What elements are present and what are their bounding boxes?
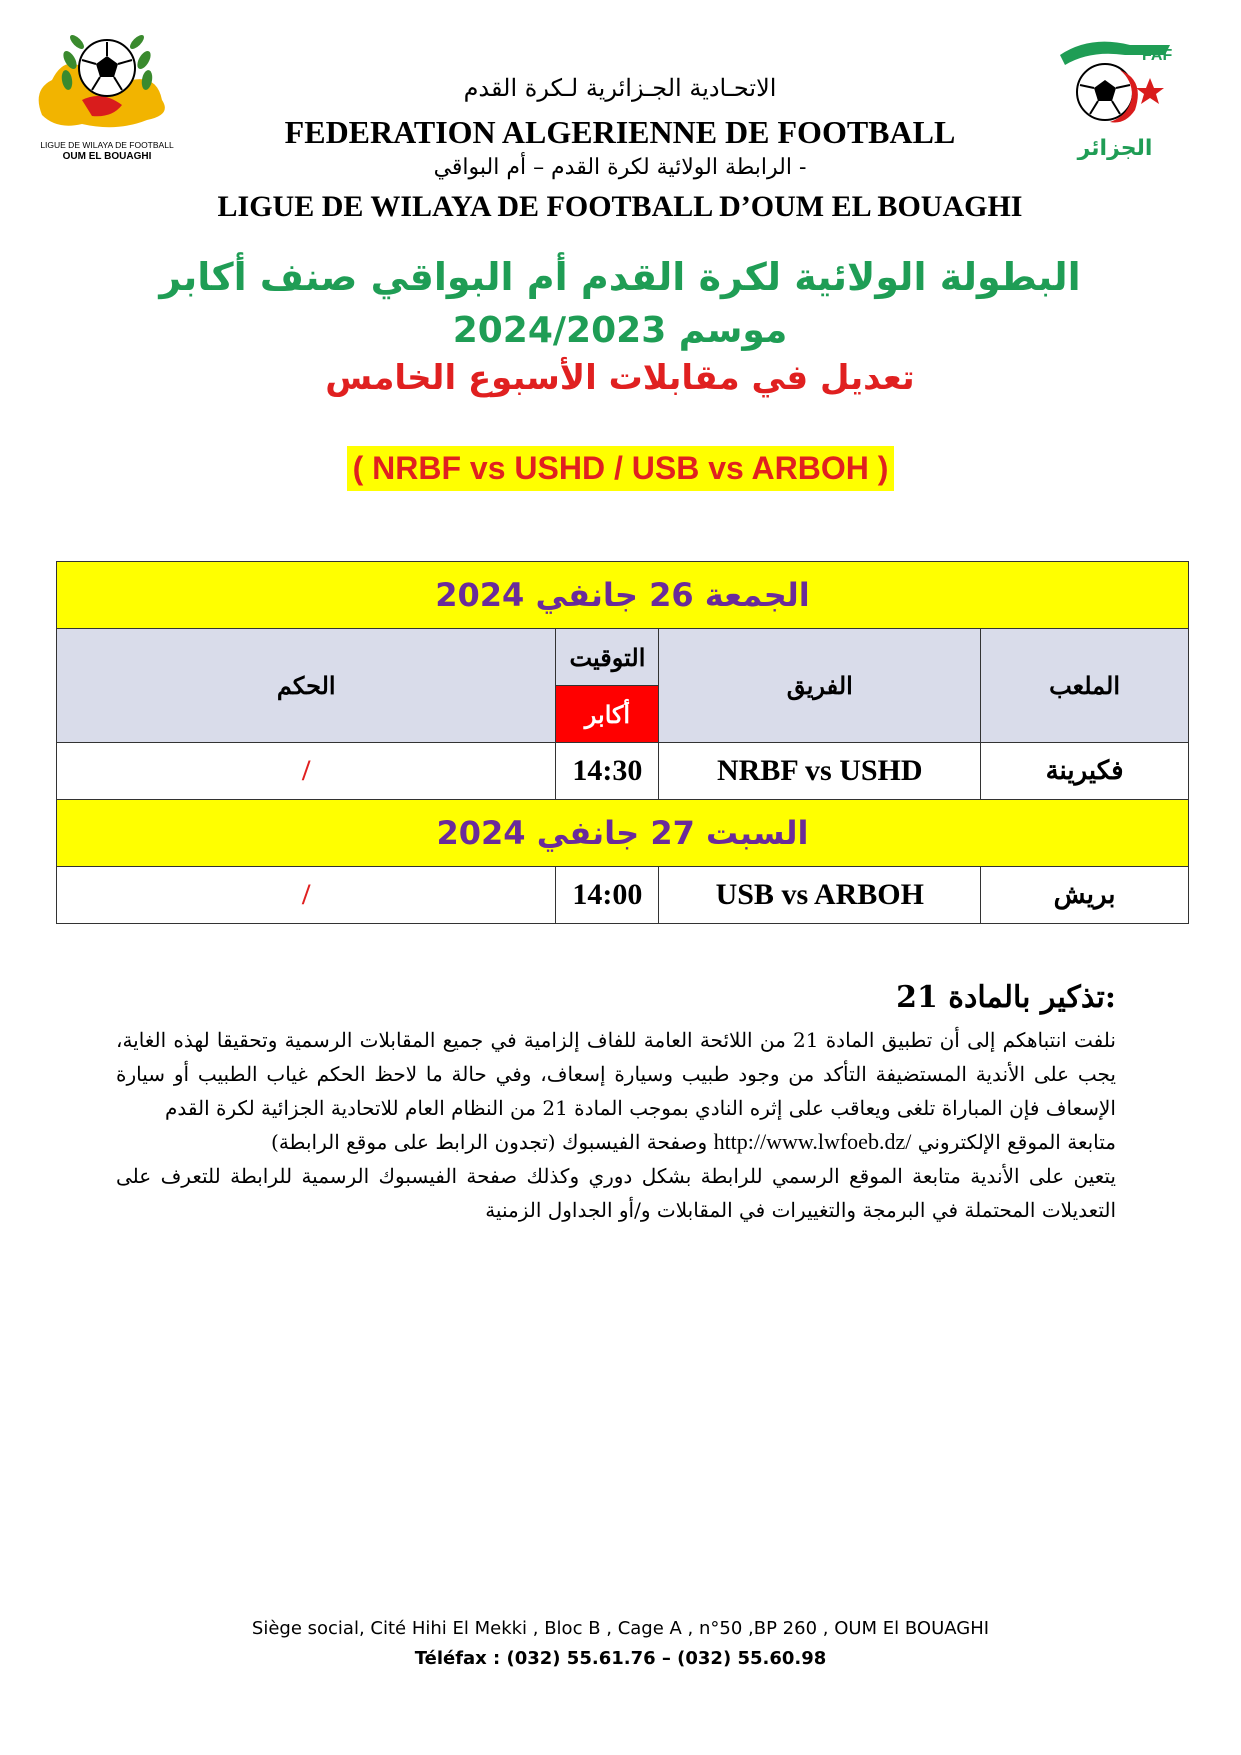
reminder-p2-prefix: متابعة الموقع الإلكتروني <box>917 1130 1116 1154</box>
footer-address: Siège social, Cité Hihi El Mekki , Bloc B , Cage A , n°50 ,BP 260 , OUM El BOUAGHI <box>251 1618 990 1639</box>
championship-title: البطولة الولائية لكرة القدم أم البواقي صنف أكابر <box>159 255 1081 299</box>
col-category: أكابر <box>556 686 659 743</box>
reminder-title: تذكير بالمادة 21: <box>896 980 1116 1015</box>
logo-right-faf: FAF <box>1142 47 1173 64</box>
day-row <box>57 800 1189 867</box>
reminder-paragraph-2 <box>116 1125 1116 1159</box>
col-referee: الحكم <box>57 629 556 743</box>
match-time: 14:30 <box>556 743 659 800</box>
match-referee: / <box>57 867 556 924</box>
federation-name-arabic: الاتحـادية الجـزائرية لـكرة القدم <box>463 74 777 102</box>
matches-highlight: ( NRBF vs USHD / USB vs ARBOH ) <box>347 446 895 491</box>
match-stadium: فكيرينة <box>981 743 1189 800</box>
match-stadium: بريش <box>981 867 1189 924</box>
day-date: السبت 27 جانفي 2024 <box>57 800 1189 867</box>
col-team: الفريق <box>659 629 981 743</box>
day-date: الجمعة 26 جانفي 2024 <box>57 562 1189 629</box>
reminder-p2-suffix: وصفحة الفيسبوك (تجدون الرابط على موقع الرابطة) <box>271 1130 708 1154</box>
schedule-table <box>56 561 1189 924</box>
matches-highlight-wrap <box>0 446 1241 491</box>
col-stadium: الملعب <box>981 629 1189 743</box>
match-teams: USB vs ARBOH <box>659 867 981 924</box>
table-row <box>57 867 1189 924</box>
reminder-paragraph-1: نلفت انتباهكم إلى أن تطبيق المادة 21 من اللائحة العامة للفاف إلزامية في جميع المقابلات الرسمية وتحقيقا لهذه الغاية، يجب على الأندية المستضيفة التأكد من وجود طبيب وسيارة إسعاف، وفي حالة ما لاحظ الحكم غياب الطبيب أو سيارة الإسعاف فإن المباراة تلغى ويعاقب على إثره النادي بموجب المادة 21 من النظام العام للاتحادية الجزائية لكرة القدم <box>116 1028 1116 1120</box>
logo-left-line-2: OUM EL BOUAGHI <box>62 151 152 160</box>
league-name-french: LIGUE DE WILAYA DE FOOTBALL D’OUM EL BOUAGHI <box>217 190 1023 223</box>
footer-phone: Téléfax : (032) 55.61.76 – (032) 55.60.98 <box>414 1648 827 1669</box>
reminder-paragraph-3: يتعين على الأندية متابعة الموقع الرسمي للرابطة بشكل دوري وكذلك صفحة الفيسبوك الرسمية للرابطة للتعرف على التعديلات المحتملة في البرمجة والتغييرات في المقابلات و/أو الجداول الزمنية <box>116 1164 1116 1222</box>
notice-title: تعديل في مقابلات الأسبوع الخامس <box>325 358 915 398</box>
table-row <box>57 743 1189 800</box>
match-referee: / <box>57 743 556 800</box>
league-website-link[interactable]: http://www.lwfoeb.dz/ <box>713 1129 912 1154</box>
federation-name-french: FEDERATION ALGERIENNE DE FOOTBALL <box>284 114 956 150</box>
match-teams: NRBF vs USHD <box>659 743 981 800</box>
reminder-body <box>116 1023 1116 1227</box>
logo-right-arabic: الجزائر <box>1077 136 1153 160</box>
season-title: موسم 2024/2023 <box>452 310 788 351</box>
logo-left-line-1: LIGUE DE WILAYA DE FOOTBALL <box>40 140 174 150</box>
league-name-arabic: الرابطة الولائية لكرة القدم – أم البواقي - <box>433 155 807 180</box>
col-time: التوقيت <box>556 629 659 686</box>
day-row <box>57 562 1189 629</box>
table-header-row <box>57 629 1189 686</box>
match-time: 14:00 <box>556 867 659 924</box>
